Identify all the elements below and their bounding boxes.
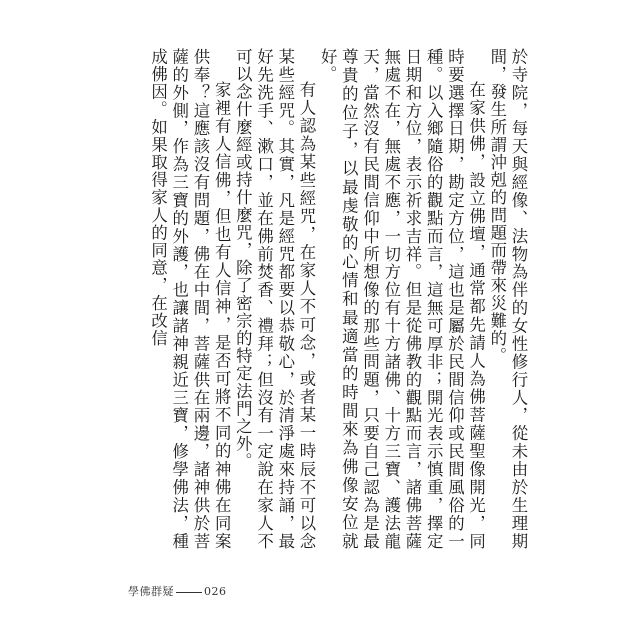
paragraph-2: 在家供佛，設立佛壇，通常都先請人為佛菩薩聖像開光，同時要選擇日期，勘定方位，這也是屬於民間信仰或民間風俗的一種。以入鄉隨俗的觀點而言，這無可厚非；開光表示慎重，擇定日期和方位，表示祈求吉祥。但是從佛教的觀點而言，諸佛菩薩無處不在，無處不應，一切方位有十方諸佛、十方三寶、護法龍天，當然沒有民間信仰中所想像的那些問題，只要自己認為是最尊貴的位子，以最虔敬的心情和最適當的時間來為佛像安位就好。 [318, 48, 486, 550]
paragraph-1: 於寺院，每天與經像、法物為伴的女性修行人，從未由於生理期間，發生所謂沖剋的問題而帶來災難的。 [487, 48, 528, 550]
footer-book-title: 學佛群疑 [128, 585, 174, 598]
footer-divider-line [176, 592, 202, 593]
page-footer [128, 583, 227, 599]
vertical-text-body [93, 48, 529, 550]
paragraph-4: 家裡有人信佛，但也有人信神，是否可將不同的神佛在同案供奉？這應該沒有問題，佛在中間，菩薩供在兩邊，諸神供於菩薩的外側，作為三寶的外護，也讓諸神親近三寶，修學佛法，種成佛因。如果取得家人的同意，在改信 [148, 48, 232, 550]
footer-page-number: 026 [204, 585, 227, 598]
paragraph-3: 有人認為某些經咒，在家人不可念，或者某一時辰不可以念某些經咒。其實，凡是經咒都要以恭敬心，於清淨處來持誦，最好先洗手、漱口，並在佛前焚香、禮拜；但沒有一定說在家人不可以念什麼經或持什麼咒，除了密宗的特定法門之外。 [233, 48, 316, 550]
